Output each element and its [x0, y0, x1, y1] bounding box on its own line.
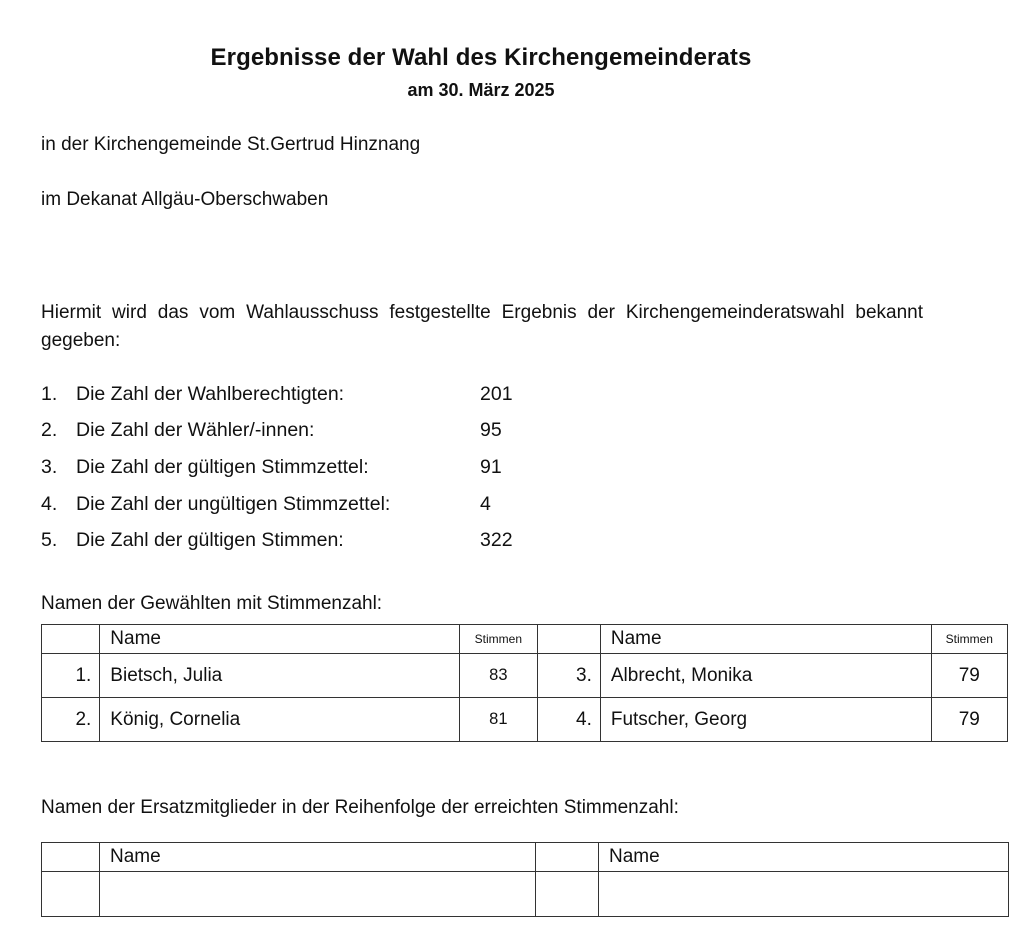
- elected-heading: Namen der Gewählten mit Stimmenzahl:: [41, 593, 383, 614]
- intro-paragraph: Hiermit wird das vom Wahlausschuss festgestellte Ergebnis der Kirchengemeinderatswahl bekannt gegeben:: [41, 302, 923, 351]
- header-cell-empty: [42, 625, 100, 654]
- stat-item: [41, 486, 560, 523]
- stat-label: Die Zahl der gültigen Stimmzettel:: [76, 455, 369, 478]
- stat-value: 322: [480, 529, 513, 552]
- stat-item: [41, 522, 560, 559]
- table-row: [42, 698, 1008, 742]
- empty-cell: [42, 872, 100, 917]
- table-row: [42, 654, 1008, 698]
- header-name: Name: [100, 625, 460, 654]
- empty-cell: [536, 872, 599, 917]
- alternates-heading: Namen der Ersatzmitglieder in der Reihenfolge der erreichten Stimmenzahl:: [41, 797, 679, 818]
- stat-number: 4.: [41, 492, 58, 515]
- stat-item: [41, 449, 560, 486]
- votes-cell: 79: [931, 654, 1007, 698]
- stat-value: 91: [480, 455, 502, 478]
- header-cell-empty: [537, 625, 600, 654]
- deanery-line: im Dekanat Allgäu-Oberschwaben: [41, 189, 329, 210]
- stat-label: Die Zahl der ungültigen Stimmzettel:: [76, 492, 391, 515]
- name-cell: Futscher, Georg: [600, 698, 931, 742]
- stat-label: Die Zahl der gültigen Stimmen:: [76, 529, 344, 552]
- votes-cell: 79: [931, 698, 1007, 742]
- header-cell-empty: [536, 843, 599, 872]
- election-date: am 30. März 2025: [407, 80, 555, 100]
- name-cell: Albrecht, Monika: [600, 654, 931, 698]
- parish-line: in der Kirchengemeinde St.Gertrud Hinznang: [41, 134, 421, 155]
- votes-cell: 81: [460, 698, 537, 742]
- header-name: Name: [599, 843, 1009, 872]
- stat-number: 1.: [41, 382, 58, 405]
- stat-number: 2.: [41, 419, 58, 442]
- votes-cell: 83: [460, 654, 537, 698]
- stat-number: 3.: [41, 455, 58, 478]
- stat-value: 95: [480, 419, 502, 442]
- rank-cell: 2.: [42, 698, 100, 742]
- rank-cell: 3.: [537, 654, 600, 698]
- empty-cell: [599, 872, 1009, 917]
- name-cell: Bietsch, Julia: [100, 654, 460, 698]
- stat-item: [41, 376, 560, 413]
- rank-cell: 4.: [537, 698, 600, 742]
- header-name: Name: [100, 843, 536, 872]
- stat-label: Die Zahl der Wähler/-innen:: [76, 419, 315, 442]
- stat-value: 201: [480, 382, 513, 405]
- stat-label: Die Zahl der Wahlberechtigten:: [76, 382, 345, 405]
- table-header-row: [42, 843, 1009, 872]
- header-name: Name: [600, 625, 931, 654]
- table-header-row: [42, 625, 1008, 654]
- elected-table: [41, 624, 1008, 742]
- rank-cell: 1.: [42, 654, 100, 698]
- header-cell-empty: [42, 843, 100, 872]
- table-row: [42, 872, 1009, 917]
- document-title: Ergebnisse der Wahl des Kirchengemeinderats: [210, 44, 752, 71]
- header-votes: Stimmen: [460, 625, 537, 654]
- empty-cell: [100, 872, 536, 917]
- header-votes: Stimmen: [931, 625, 1007, 654]
- stat-value: 4: [480, 492, 491, 515]
- stat-number: 5.: [41, 529, 58, 552]
- statistics-list: [41, 376, 560, 559]
- stat-item: [41, 413, 560, 450]
- alternates-table: [41, 842, 1009, 917]
- name-cell: König, Cornelia: [100, 698, 460, 742]
